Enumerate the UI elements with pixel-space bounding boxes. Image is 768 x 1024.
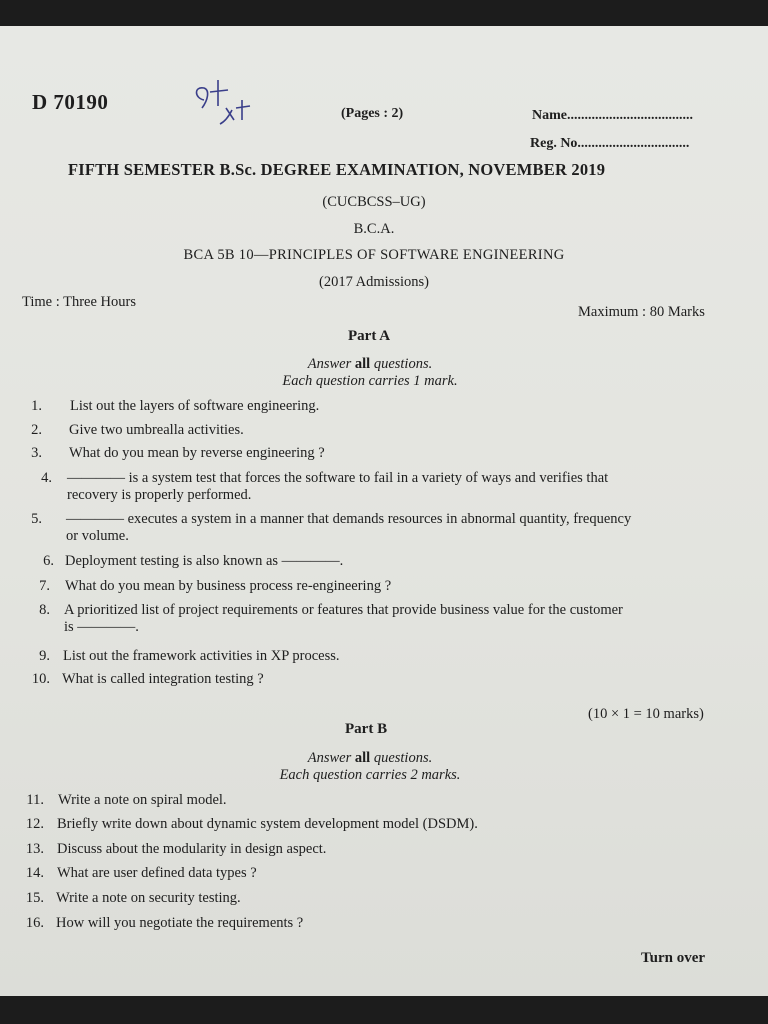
question-text: is ————.	[64, 619, 139, 635]
question-text: Discuss about the modularity in design aspect.	[57, 841, 327, 857]
question-text: List out the layers of software engineering.	[70, 398, 320, 414]
question-text: Write a note on security testing.	[56, 890, 241, 906]
question-number: 8.	[39, 602, 50, 618]
part-b-heading: Part B	[345, 721, 388, 737]
part-a-marks-total: (10 × 1 = 10 marks)	[588, 706, 704, 722]
admissions: (2017 Admissions)	[319, 274, 429, 290]
question-text: What is called integration testing ?	[62, 671, 264, 687]
question-number: 13.	[25, 841, 44, 857]
question-number: 1.	[31, 398, 42, 414]
part-b-mark-note: Each question carries 2 marks.	[279, 767, 461, 783]
question-text: Briefly write down about dynamic system development model (DSDM).	[57, 816, 478, 832]
question-number: 11.	[26, 792, 44, 808]
part-b-instruction: Answer all questions.	[307, 750, 433, 766]
question-text: What do you mean by business process re-engineering ?	[65, 578, 392, 594]
question-number: 2.	[31, 422, 42, 438]
question-number: 4.	[41, 470, 52, 486]
name-field-label: Name....................................	[532, 108, 693, 123]
page-count: (Pages : 2)	[341, 106, 404, 121]
turn-over: Turn over	[641, 950, 706, 966]
question-number: 6.	[43, 553, 54, 569]
question-number: 3.	[31, 445, 42, 461]
question-number: 14.	[25, 865, 44, 881]
question-text: ———— executes a system in a manner that demands resources in abnormal quantity, frequency	[66, 511, 632, 527]
paper-code: D 70190	[32, 90, 109, 114]
maximum-marks: Maximum : 80 Marks	[578, 304, 705, 320]
question-text: List out the framework activities in XP process.	[63, 648, 340, 664]
question-number: 9.	[39, 648, 50, 664]
exam-duration: Time : Three Hours	[22, 294, 136, 310]
question-number: 15.	[25, 890, 44, 906]
exam-title: FIFTH SEMESTER B.Sc. DEGREE EXAMINATION, NOVEMBER 2019	[68, 160, 606, 179]
question-text: ———— is a system test that forces the software to fail in a variety of ways and verifies that	[67, 470, 609, 486]
question-number: 5.	[31, 511, 42, 527]
question-text: or volume.	[66, 528, 129, 544]
question-text: Give two umbrealla activities.	[69, 422, 244, 438]
scheme: (CUCBCSS–UG)	[322, 194, 426, 210]
course-title: BCA 5B 10—PRINCIPLES OF SOFTWARE ENGINEERING	[183, 247, 565, 263]
part-a-heading: Part A	[348, 328, 391, 344]
question-text: What are user defined data types ?	[57, 865, 257, 881]
part-a-mark-note: Each question carries 1 mark.	[282, 373, 458, 389]
question-number: 16.	[25, 915, 44, 931]
question-text: Write a note on spiral model.	[58, 792, 227, 808]
question-text: Deployment testing is also known as ————.	[65, 553, 344, 569]
question-number: 10.	[31, 671, 50, 687]
question-text: A prioritized list of project requirements or features that provide business value for the customer	[64, 602, 623, 618]
regno-field-label: Reg. No................................	[530, 136, 690, 151]
handwritten-note-icon	[190, 70, 260, 130]
exam-paper	[0, 26, 768, 996]
question-number: 12.	[25, 816, 44, 832]
part-a-instruction: Answer all questions.	[307, 356, 433, 372]
programme: B.C.A.	[353, 221, 395, 237]
question-text: How will you negotiate the requirements ?	[56, 915, 304, 931]
question-number: 7.	[39, 578, 50, 594]
question-text: recovery is properly performed.	[67, 487, 252, 503]
question-text: What do you mean by reverse engineering ?	[69, 445, 325, 461]
